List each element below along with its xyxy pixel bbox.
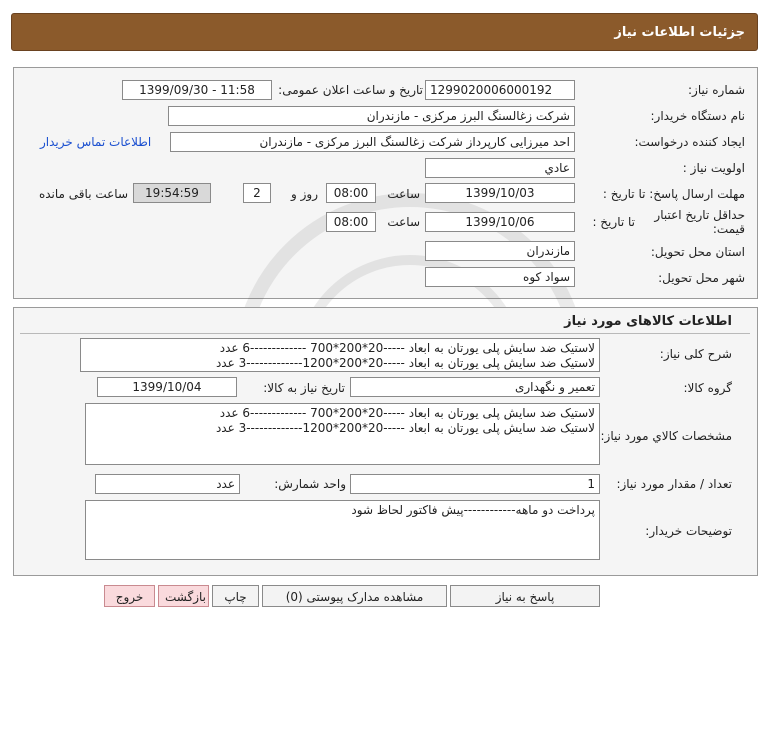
validity-date-field: 1399/10/06 <box>425 212 575 232</box>
unit-field: عدد <box>95 474 240 494</box>
summary-field: لاستیک ضد سایش پلی یورتان به ابعاد -----20*200*700 -------------6 عدد لاستیک ضد سایش پلی یورتان به ابعاد -----20*200*1200-------------3 عدد <box>80 338 600 372</box>
page-header <box>11 13 758 51</box>
remaining-time-field: 19:54:59 <box>133 183 211 203</box>
attachments-button[interactable]: مشاهده مدارک پیوستی (0) <box>262 585 447 607</box>
specs-field: لاستیک ضد سایش پلی یورتان به ابعاد -----20*200*700 -------------6 عدد لاستیک ضد سایش پلی یورتان به ابعاد -----20*200*1200-------------3 عدد <box>85 403 600 465</box>
priority-label: اولویت نیاز : <box>682 161 745 175</box>
need-date-label: تاریخ نیاز به کالا: <box>263 381 345 395</box>
need-info-panel <box>13 67 758 299</box>
city-label: شهر محل تحویل: <box>658 271 745 285</box>
deadline-time-field: 08:00 <box>326 183 376 203</box>
deadline-date-field: 1399/10/03 <box>425 183 575 203</box>
qty-field: 1 <box>350 474 600 494</box>
group-label: گروه کالا: <box>683 381 732 395</box>
need-number-label: شماره نیاز: <box>688 83 745 97</box>
unit-label: واحد شمارش: <box>274 477 346 491</box>
city-field: سواد کوه <box>425 267 575 287</box>
exit-button[interactable]: خروج <box>104 585 155 607</box>
buyer-label: نام دستگاه خریدار: <box>650 109 745 123</box>
desc-label: توضیحات خریدار: <box>645 524 732 538</box>
group-field: تعمیر و نگهداری <box>350 377 600 397</box>
goods-title: اطلاعات کالاهای مورد نیاز <box>564 314 732 329</box>
days-field: 2 <box>243 183 271 203</box>
deadline-time-label: ساعت <box>387 187 420 201</box>
days-label: روز و <box>291 187 318 201</box>
validity-time-label: ساعت <box>387 215 420 229</box>
validity-until-label: تا تاریخ : <box>592 215 635 229</box>
deadline-label: مهلت ارسال پاسخ: تا تاریخ : <box>602 187 745 201</box>
back-button[interactable]: بازگشت <box>158 585 209 607</box>
need-date-field: 1399/10/04 <box>97 377 237 397</box>
specs-label: مشخصات کالاي مورد نیاز: <box>600 429 732 443</box>
print-button[interactable]: چاپ <box>212 585 259 607</box>
priority-field: عادي <box>425 158 575 178</box>
province-label: استان محل تحویل: <box>650 245 745 259</box>
reply-button[interactable]: پاسخ به نیاز <box>450 585 600 607</box>
desc-field: پرداخت دو ماهه------------پیش فاکتور لحاظ شود <box>85 500 600 560</box>
province-field: مازندران <box>425 241 575 261</box>
creator-label: ایجاد کننده درخواست: <box>634 135 745 149</box>
announce-field: 1399/09/30 - 11:58 <box>122 80 272 100</box>
summary-label: شرح کلی نیاز: <box>659 347 732 361</box>
announce-label: تاریخ و ساعت اعلان عمومی: <box>278 83 423 97</box>
goods-divider <box>20 333 750 334</box>
need-number-field: 1299020006000192 <box>425 80 575 100</box>
validity-label: حداقل تاریخ اعتبار قیمت: <box>654 208 745 236</box>
validity-time-field: 08:00 <box>326 212 376 232</box>
qty-label: تعداد / مقدار مورد نیاز: <box>616 477 732 491</box>
creator-field: احد میرزایی کارپرداز شرکت زغالسنگ البرز مرکزی - مازندران <box>170 132 575 152</box>
buyer-contact-link[interactable]: اطلاعات تماس خریدار <box>40 135 152 149</box>
page-title: جزئیات اطلاعات نیاز <box>614 25 745 40</box>
buyer-field: شرکت زغالسنگ البرز مرکزی - مازندران <box>168 106 575 126</box>
remaining-label: ساعت باقی مانده <box>38 187 128 201</box>
